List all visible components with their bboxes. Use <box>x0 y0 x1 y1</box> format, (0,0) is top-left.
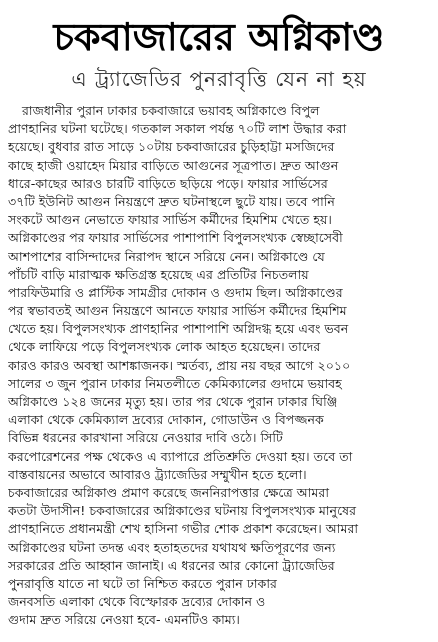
body-line: ৩৭টি ইউনিট আগুন নিয়ন্ত্রণে দ্রুত ঘটনাস্থলে ছুটে যায়। তবে পানি <box>8 193 335 209</box>
body-line: ধারে-কাছের আরও চারটি বাড়িতে ছড়িয়ে পড়ে। ফায়ার সার্ভিসের <box>8 175 328 191</box>
body-line: কারও কারও অবস্থা আশঙ্কাজনক। স্মর্তব্য, প্রায় নয় বছর আগে ২০১০ <box>8 357 351 373</box>
body-line: খেতে হয়। বিপুলসংখ্যক প্রাণহানির পাশাপাশি অগ্নিদগ্ধ হয়ে এবং ভবন <box>8 321 349 337</box>
body-line: কাছে হাজী ওয়াহেদ মিয়ার বাড়িতে আগুনের সূত্রপাত। দ্রুত আগুন <box>8 157 339 173</box>
body-line: সরকারের প্রতি আহ্বান জানাই। এ ধরনের আর কোনো ট্র্যাজেডির <box>8 557 335 573</box>
body-line: পাঁচটি বাড়ি মারাত্মক ক্ষতিগ্রস্ত হয়েছে এর প্রতিটির নিচতলায় <box>8 266 309 282</box>
body-line: চকবাজারের অগ্নিকাণ্ড প্রমাণ করেছে জননিরাপত্তার ক্ষেত্রে আমরা <box>8 484 329 500</box>
body-line: থেকে লাফিয়ে পড়ে বিপুলসংখ্যক লোক আহত হয়েছেন। তাদের <box>8 339 321 355</box>
article-subheadline: এ ট্র্যাজেডির পুনরাবৃত্তি যেন না হয় <box>71 67 367 91</box>
body-line: করপোরেশনের পক্ষ থেকেও এ ব্যাপারে প্রতিশ্রুতি দেওয়া হয়। তবে তা <box>8 448 353 464</box>
body-line: অগ্নিকাণ্ডের ঘটনা তদন্ত এবং হতাহতদের যথাযথ ক্ষতিপূরণের জন্য <box>8 539 336 555</box>
body-line: এলাকা থেকে কেমিক্যাল দ্রব্যের দোকান, গোডাউন ও বিপজ্জনক <box>8 412 324 428</box>
body-line: রাজধানীর পুরান ঢাকার চকবাজারে ভয়াবহ অগ্নিকাণ্ডে বিপুল <box>22 103 320 118</box>
body-line: হয়েছে। বুধবার রাত সাড়ে ১০টায় চকবাজারের চুড়িহাট্টা মসজিদের <box>8 139 335 155</box>
body-line: অগ্নিকাণ্ডে ১২৪ জনের মৃত্যু হয়। তার পর থেকে পুরান ঢাকার ঘিঞ্জি <box>8 394 338 409</box>
article-paragraph-1 <box>8 102 430 484</box>
body-line: প্রাণহানির ঘটনা ঘটেছে। গতকাল সকাল পর্যন্ত ৭০টি লাশ উদ্ধার করা <box>8 121 347 137</box>
body-line: প্রাণহানিতে প্রধানমন্ত্রী শেখ হাসিনা গভীর শোক প্রকাশ করেছেন। আমরা <box>8 521 359 537</box>
body-line: কতটা উদাসীন! চকবাজারের অগ্নিকাণ্ডের ঘটনায় বিপুলসংখ্যক মানুষের <box>8 503 357 519</box>
body-line: পর স্বভাবতই আগুন নিয়ন্ত্রণে আনতে ফায়ার সার্ভিস কর্মীদের হিমশিম <box>8 303 347 319</box>
body-line: গুদাম দ্রুত সরিয়ে নেওয়া হবে- এমনটিও কাম্য। <box>8 612 240 628</box>
body-line: অগ্নিকাণ্ডের পর ফায়ার সার্ভিসের পাশাপাশি বিপুলসংখ্যক স্বেচ্ছাসেবী <box>8 230 343 246</box>
body-line: বিভিন্ন ধরনের কারখানা সরিয়ে নেওয়ার দাবি ওঠে। সিটি <box>8 430 283 446</box>
body-line: সালের ৩ জুন পুরান ঢাকার নিমতলীতে কেমিক্যালের গুদামে ভয়াবহ <box>8 375 342 391</box>
body-line: আশপাশের বাসিন্দাদের নিরাপদ স্থানে সরিয়ে নেন। অগ্নিকাণ্ডে যে <box>8 248 325 264</box>
body-line: পুনরাবৃত্তি যাতে না ঘটে তা নিশ্চিত করতে পুরান ঢাকার <box>8 575 277 591</box>
body-line: বাস্তবায়নের অভাবে আবারও ট্র্যাজেডির সম্মুখীন হতে হলো। <box>8 466 307 482</box>
article-body <box>8 102 430 629</box>
article-headline: চকবাজারের অগ্নিকাণ্ড <box>53 14 385 59</box>
body-line: সংকটে আগুন নেভাতে ফায়ার সার্ভিস কর্মীদের হিমশিম খেতে হয়। <box>8 212 332 228</box>
body-line: জনবসতি এলাকা থেকে বিস্ফোরক দ্রব্যের দোকান ও <box>8 594 266 610</box>
body-line: পারফিউমারি ও প্লাস্টিক সামগ্রীর দোকান ও গুদাম ছিল। অগ্নিকাণ্ডের <box>8 284 343 300</box>
article-paragraph-2 <box>8 484 430 630</box>
